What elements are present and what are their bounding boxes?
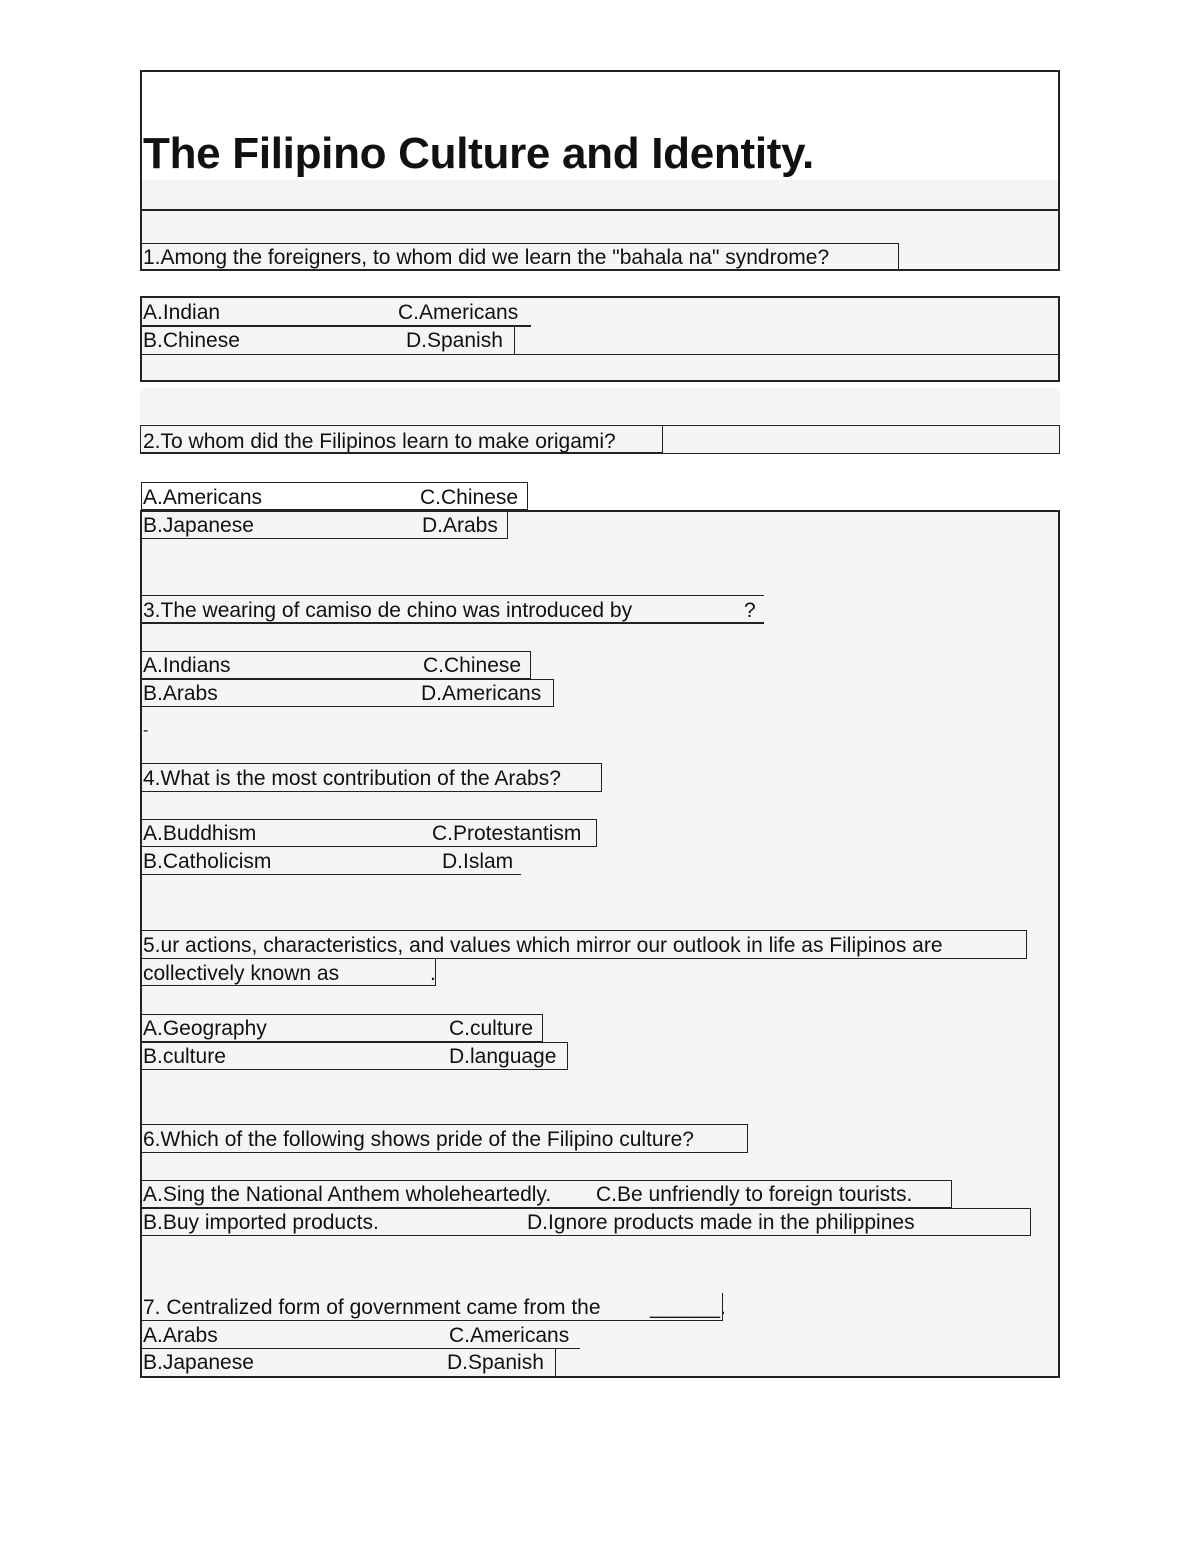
q3-row1-cell: [141, 651, 531, 679]
q6-row2-cell: [141, 1208, 1031, 1236]
q5-row2-cell: [141, 1042, 568, 1070]
q1-divider: [141, 354, 1059, 355]
q4-option-a: A.Buddhism: [143, 822, 257, 845]
question-3-blank: ?: [744, 599, 756, 622]
q2-row1-cell: [141, 482, 528, 510]
q5-option-a: A.Geography: [143, 1017, 267, 1040]
q2-option-b: B.Japanese: [143, 514, 254, 537]
q3-row2-cell: [141, 679, 554, 707]
q6-option-d: D.Ignore products made in the philippines: [527, 1211, 915, 1234]
q2-row2-cell: [141, 511, 508, 539]
q1-option-c: C.Americans: [398, 301, 519, 324]
q4-row2-underline: [141, 874, 521, 875]
question-4-cell: [141, 763, 602, 792]
question-5-text-end: .: [430, 962, 436, 985]
question-6-cell: [141, 1124, 748, 1153]
q1-row2-cell: [141, 327, 515, 355]
q1-option-a: A.Indian: [143, 301, 221, 324]
q1-option-b: B.Chinese: [143, 329, 240, 352]
q6-option-a: A.Sing the National Anthem wholeheartedly.: [143, 1183, 552, 1206]
q4-option-b: B.Catholicism: [143, 850, 272, 873]
question-5-text-cont: collectively known as: [143, 962, 340, 985]
q5-option-b: B.culture: [143, 1045, 226, 1068]
q7-option-c: C.Americans: [449, 1324, 570, 1347]
question-1-cell: [141, 243, 899, 271]
q2-option-c: C.Chinese: [420, 486, 519, 509]
q5-option-c: C.culture: [449, 1017, 534, 1040]
q4-option-d: D.Islam: [442, 850, 514, 873]
question-5-cont-cell: [141, 958, 436, 986]
page-title: The Filipino Culture and Identity.: [143, 129, 814, 178]
q2-option-a: A.Americans: [143, 486, 263, 509]
q3-option-a: A.Indians: [143, 654, 231, 677]
q3-option-c: C.Chinese: [423, 654, 522, 677]
question-5-text: 5.ur actions, characteristics, and values which mirror our outlook in life as Filipinos are: [143, 934, 943, 957]
spacer-band: [140, 388, 1060, 424]
question-5-cell: [141, 930, 1027, 959]
title-shade: [142, 180, 1058, 209]
question-2-cell: [141, 426, 663, 453]
q7-option-a: A.Arabs: [143, 1324, 218, 1347]
question-4-text: 4.What is the most contribution of the Arabs?: [143, 767, 561, 790]
q3-option-d: D.Americans: [421, 682, 542, 705]
q6-option-c: C.Be unfriendly to foreign tourists.: [596, 1183, 913, 1206]
q7-row2-cell: [141, 1349, 556, 1377]
q5-row1-cell: [141, 1014, 543, 1042]
question-2-text: 2.To whom did the Filipinos learn to make origami?: [143, 430, 616, 453]
q6-row1-cell: [141, 1180, 952, 1208]
q3-bottom-line: [141, 622, 764, 624]
q7-option-b: B.Japanese: [143, 1351, 254, 1374]
q4-row1-cell: [141, 819, 597, 847]
q6-option-b: B.Buy imported products.: [143, 1211, 379, 1234]
question-7-blank: ______.: [650, 1296, 726, 1319]
question-6-text: 6.Which of the following shows pride of the Filipino culture?: [143, 1128, 694, 1151]
q1-option-d: D.Spanish: [406, 329, 503, 352]
question-1-text: 1.Among the foreigners, to whom did we learn the "bahala na" syndrome?: [143, 246, 830, 269]
q5-option-d: D.language: [449, 1045, 557, 1068]
q3-top-line: [141, 595, 764, 596]
question-3-text: 3.The wearing of camiso de chino was introduced by: [143, 599, 633, 622]
q4-option-c: C.Protestantism: [432, 822, 582, 845]
q7-option-d: D.Spanish: [447, 1351, 544, 1374]
question-7-cell: [141, 1293, 723, 1321]
q3-option-b: B.Arabs: [143, 682, 218, 705]
stray-mark: -: [143, 722, 149, 739]
question-7-text: 7. Centralized form of government came from the: [143, 1296, 601, 1319]
q2-option-d: D.Arabs: [422, 514, 498, 537]
